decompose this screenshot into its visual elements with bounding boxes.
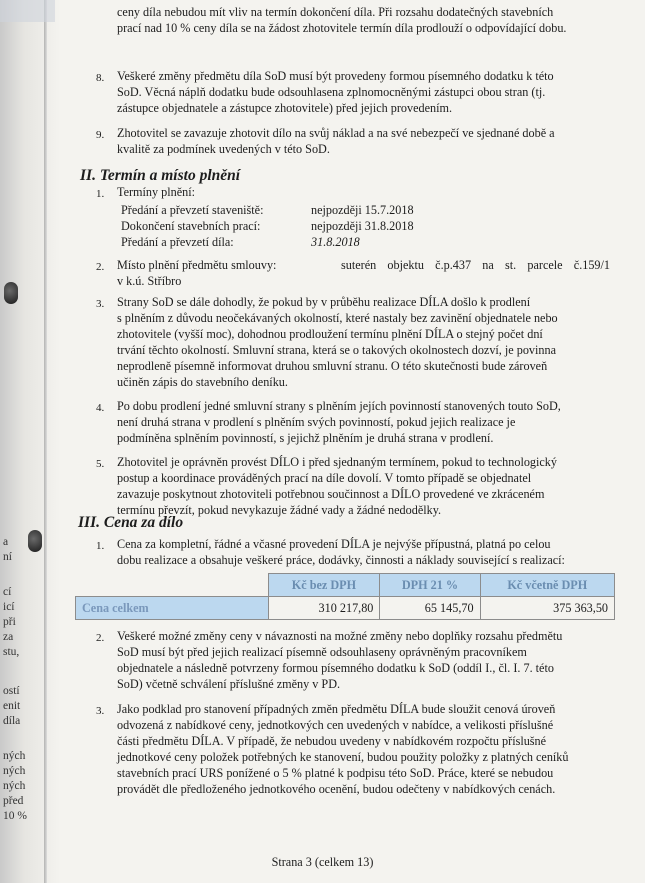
page-footer: Strana 3 (celkem 13) xyxy=(271,855,374,869)
paragraph-line: Zhotovitel se zavazuje zhotovit dílo na svůj náklad a na své nebezpečí ve sjednané době a xyxy=(117,126,555,140)
bleed-text: cí xyxy=(3,586,12,598)
paragraph-line: Po dobu prodlení jedné smluvní strany s plněním jejích povinností stanovených touto SoD, xyxy=(117,399,561,413)
item-number: 5. xyxy=(96,458,105,470)
paragraph-line: provádět dle předloženého jednotkového ocenění, budou odečteny v nabídkových cenách. xyxy=(117,782,556,796)
bleed-text: ných xyxy=(3,750,26,762)
table-header-row xyxy=(76,574,615,597)
table-row xyxy=(76,597,615,620)
bleed-text: icí xyxy=(3,601,15,613)
bleed-text: 10 % xyxy=(3,810,27,822)
paragraph-line: Zhotovitel je oprávněn provést DÍLO i před sjednaným termínem, pokud to technologický xyxy=(117,455,557,469)
paragraph-line: Jako podklad pro stanovení případných změn předmětu DÍLA bude sloužit cenová úroveň xyxy=(117,702,556,716)
paragraph-line: zavazuje poskytnout zhotoviteli potřebnou součinnost a DÍLO provedené ve zkráceném xyxy=(117,487,545,501)
paragraph-line: stavebních prací URS ponížené o 5 % platné k podpisu této SoD. Práce, které se nebudou xyxy=(117,766,554,780)
paragraph-line: Veškeré změny předmětu díla SoD musí být provedeny formou písemného dodatku k této xyxy=(117,69,554,83)
item-number: 9. xyxy=(96,129,105,141)
bleed-text: ných xyxy=(3,780,26,792)
paragraph-line: SoD) včetně schválení příslušné změny v PD. xyxy=(117,677,341,691)
paragraph-line: trvání těchto okolností. Smluvní strana, která se o takových okolnostech dozví, je povinna xyxy=(117,343,556,357)
place-value: suterén objektu č.p.437 na st. parcele č.159/1 xyxy=(341,258,610,272)
page-fold xyxy=(44,0,47,883)
item-title: Termíny plnění: xyxy=(117,185,196,199)
place-label-2: v k.ú. Stříbro xyxy=(117,274,182,288)
paragraph-line: s plněním z důvodu neočekávaných okolností, které nastaly bez zavinění objednatele nebo xyxy=(117,311,558,325)
price-without-vat: 310 217,80 xyxy=(268,597,380,620)
bleed-text: za xyxy=(3,631,14,643)
paragraph-line: postup a koordinace prováděných prací na díle dovolí. V tomto případě se objednatel xyxy=(117,471,532,485)
item-number: 1. xyxy=(96,540,105,552)
paragraph-line: neprodleně písemně informovat druhou smluvní stranu. O této skutečnosti bude zároveň xyxy=(117,359,548,373)
corner-mark xyxy=(0,0,55,22)
price-with-vat: 375 363,50 xyxy=(480,597,614,620)
item-number: 4. xyxy=(96,402,105,414)
paragraph-line: části předmětu DÍLA. V případě, že nebudou uvedeny v nabídkovém rozpočtu příslušné xyxy=(117,734,547,748)
section-heading: II. Termín a místo plnění xyxy=(80,167,241,184)
table-corner xyxy=(76,574,269,597)
section-heading: III. Cena za dílo xyxy=(78,514,184,531)
item-number: 2. xyxy=(96,261,105,273)
bleed-text: díla xyxy=(3,715,21,727)
paragraph-line: Veškeré možné změny ceny v návaznosti na možné změny nebo doplňky rozsahu předmětu xyxy=(117,629,563,643)
paragraph-line: jednotkové ceny položek potřebných ke stanovení, budou použity položky z platných ceníků xyxy=(117,750,569,764)
column-header: Kč bez DPH xyxy=(268,574,380,597)
column-header: DPH 21 % xyxy=(380,574,480,597)
column-header: Kč včetně DPH xyxy=(480,574,614,597)
bleed-text: stu, xyxy=(3,646,20,658)
paragraph-line: odvozená z nabídkové ceny, jednotkových cen uvedených v nabídce, a velikosti příslušné xyxy=(117,718,554,732)
binder-ring xyxy=(28,530,42,552)
row-label: Cena celkem xyxy=(76,597,269,620)
term-value: nejpozději 31.8.2018 xyxy=(311,219,414,233)
paragraph-line: kvalitě za podmínek uvedených v této SoD. xyxy=(117,142,330,156)
place-label: Místo plnění předmětu smlouvy: xyxy=(117,258,277,272)
bleed-text: a xyxy=(3,536,9,548)
vat-amount: 65 145,70 xyxy=(380,597,480,620)
paragraph-line: Strany SoD se dále dohodly, že pokud by v průběhu realizace DÍLA došlo k prodlení xyxy=(117,295,531,309)
paragraph-line: učiněn zápis do stavebního deníku. xyxy=(117,375,288,389)
bleed-text: při xyxy=(3,616,16,628)
term-label: Předání a převzetí staveniště: xyxy=(121,203,264,217)
term-value: nejpozději 15.7.2018 xyxy=(311,203,414,217)
item-number: 2. xyxy=(96,632,105,644)
paragraph-line: Cena za kompletní, řádné a včasné provedení DÍLA je nejvýše přípustná, platná po celou xyxy=(117,537,551,551)
paragraph-line: prací nad 10 % ceny díla se na žádost zhotovitele termín díla prodlouží o odpovídající dobu. xyxy=(117,21,567,35)
paragraph-line: SoD musí být před jejich realizací písemně odsouhlaseny oprávněným pracovníkem xyxy=(117,645,527,659)
item-number: 8. xyxy=(96,72,105,84)
bleed-text: ných xyxy=(3,765,26,777)
term-label: Dokončení stavebních prací: xyxy=(121,219,261,233)
binder-ring xyxy=(4,282,18,304)
paragraph-line: objednatele a následně potvrzeny formou písemného dodatku k SoD (oddíl I., čl. I. 7. této xyxy=(117,661,554,675)
item-number: 3. xyxy=(96,705,105,717)
paragraph-line: ceny díla nebudou mít vliv na termín dokončení díla. Při rozsahu dodatečných stavebních xyxy=(117,5,554,19)
paragraph-line: dobu realizace a obsahuje veškeré práce, dodávky, činnosti a náklady související s realizací: xyxy=(117,553,565,567)
item-number: 3. xyxy=(96,298,105,310)
term-label: Předání a převzetí díla: xyxy=(121,235,234,249)
bleed-text: ní xyxy=(3,551,12,563)
bleed-text: před xyxy=(3,795,24,807)
bleed-text: enit xyxy=(3,700,21,712)
term-value: 31.8.2018 xyxy=(311,235,360,249)
paragraph-line: zhotovitele (vyšší moc), dohodnou prodloužení termínu plnění DÍLA o stejný počet dní xyxy=(117,327,543,341)
bleed-text: ostí xyxy=(3,685,20,697)
item-number: 1. xyxy=(96,188,105,200)
paragraph-line: není druhá strana v prodlení s plněním svých povinností, pokud jejich realizace je xyxy=(117,415,516,429)
paragraph-line: termínu převzít, pokud nevykazuje žádné vady a žádné nedodělky. xyxy=(117,503,442,517)
paragraph-line: podmíněna splněním povinností, s jejichž plněním je druhá strana v prodlení. xyxy=(117,431,494,445)
paragraph-line: SoD. Věcná náplň dodatku bude odsouhlasena zplnomocněnými zástupci obou stran (tj. xyxy=(117,85,546,99)
price-table xyxy=(75,573,615,620)
paragraph-line: zástupce objednatele a zástupce zhotovitele) před jejich provedením. xyxy=(117,101,453,115)
